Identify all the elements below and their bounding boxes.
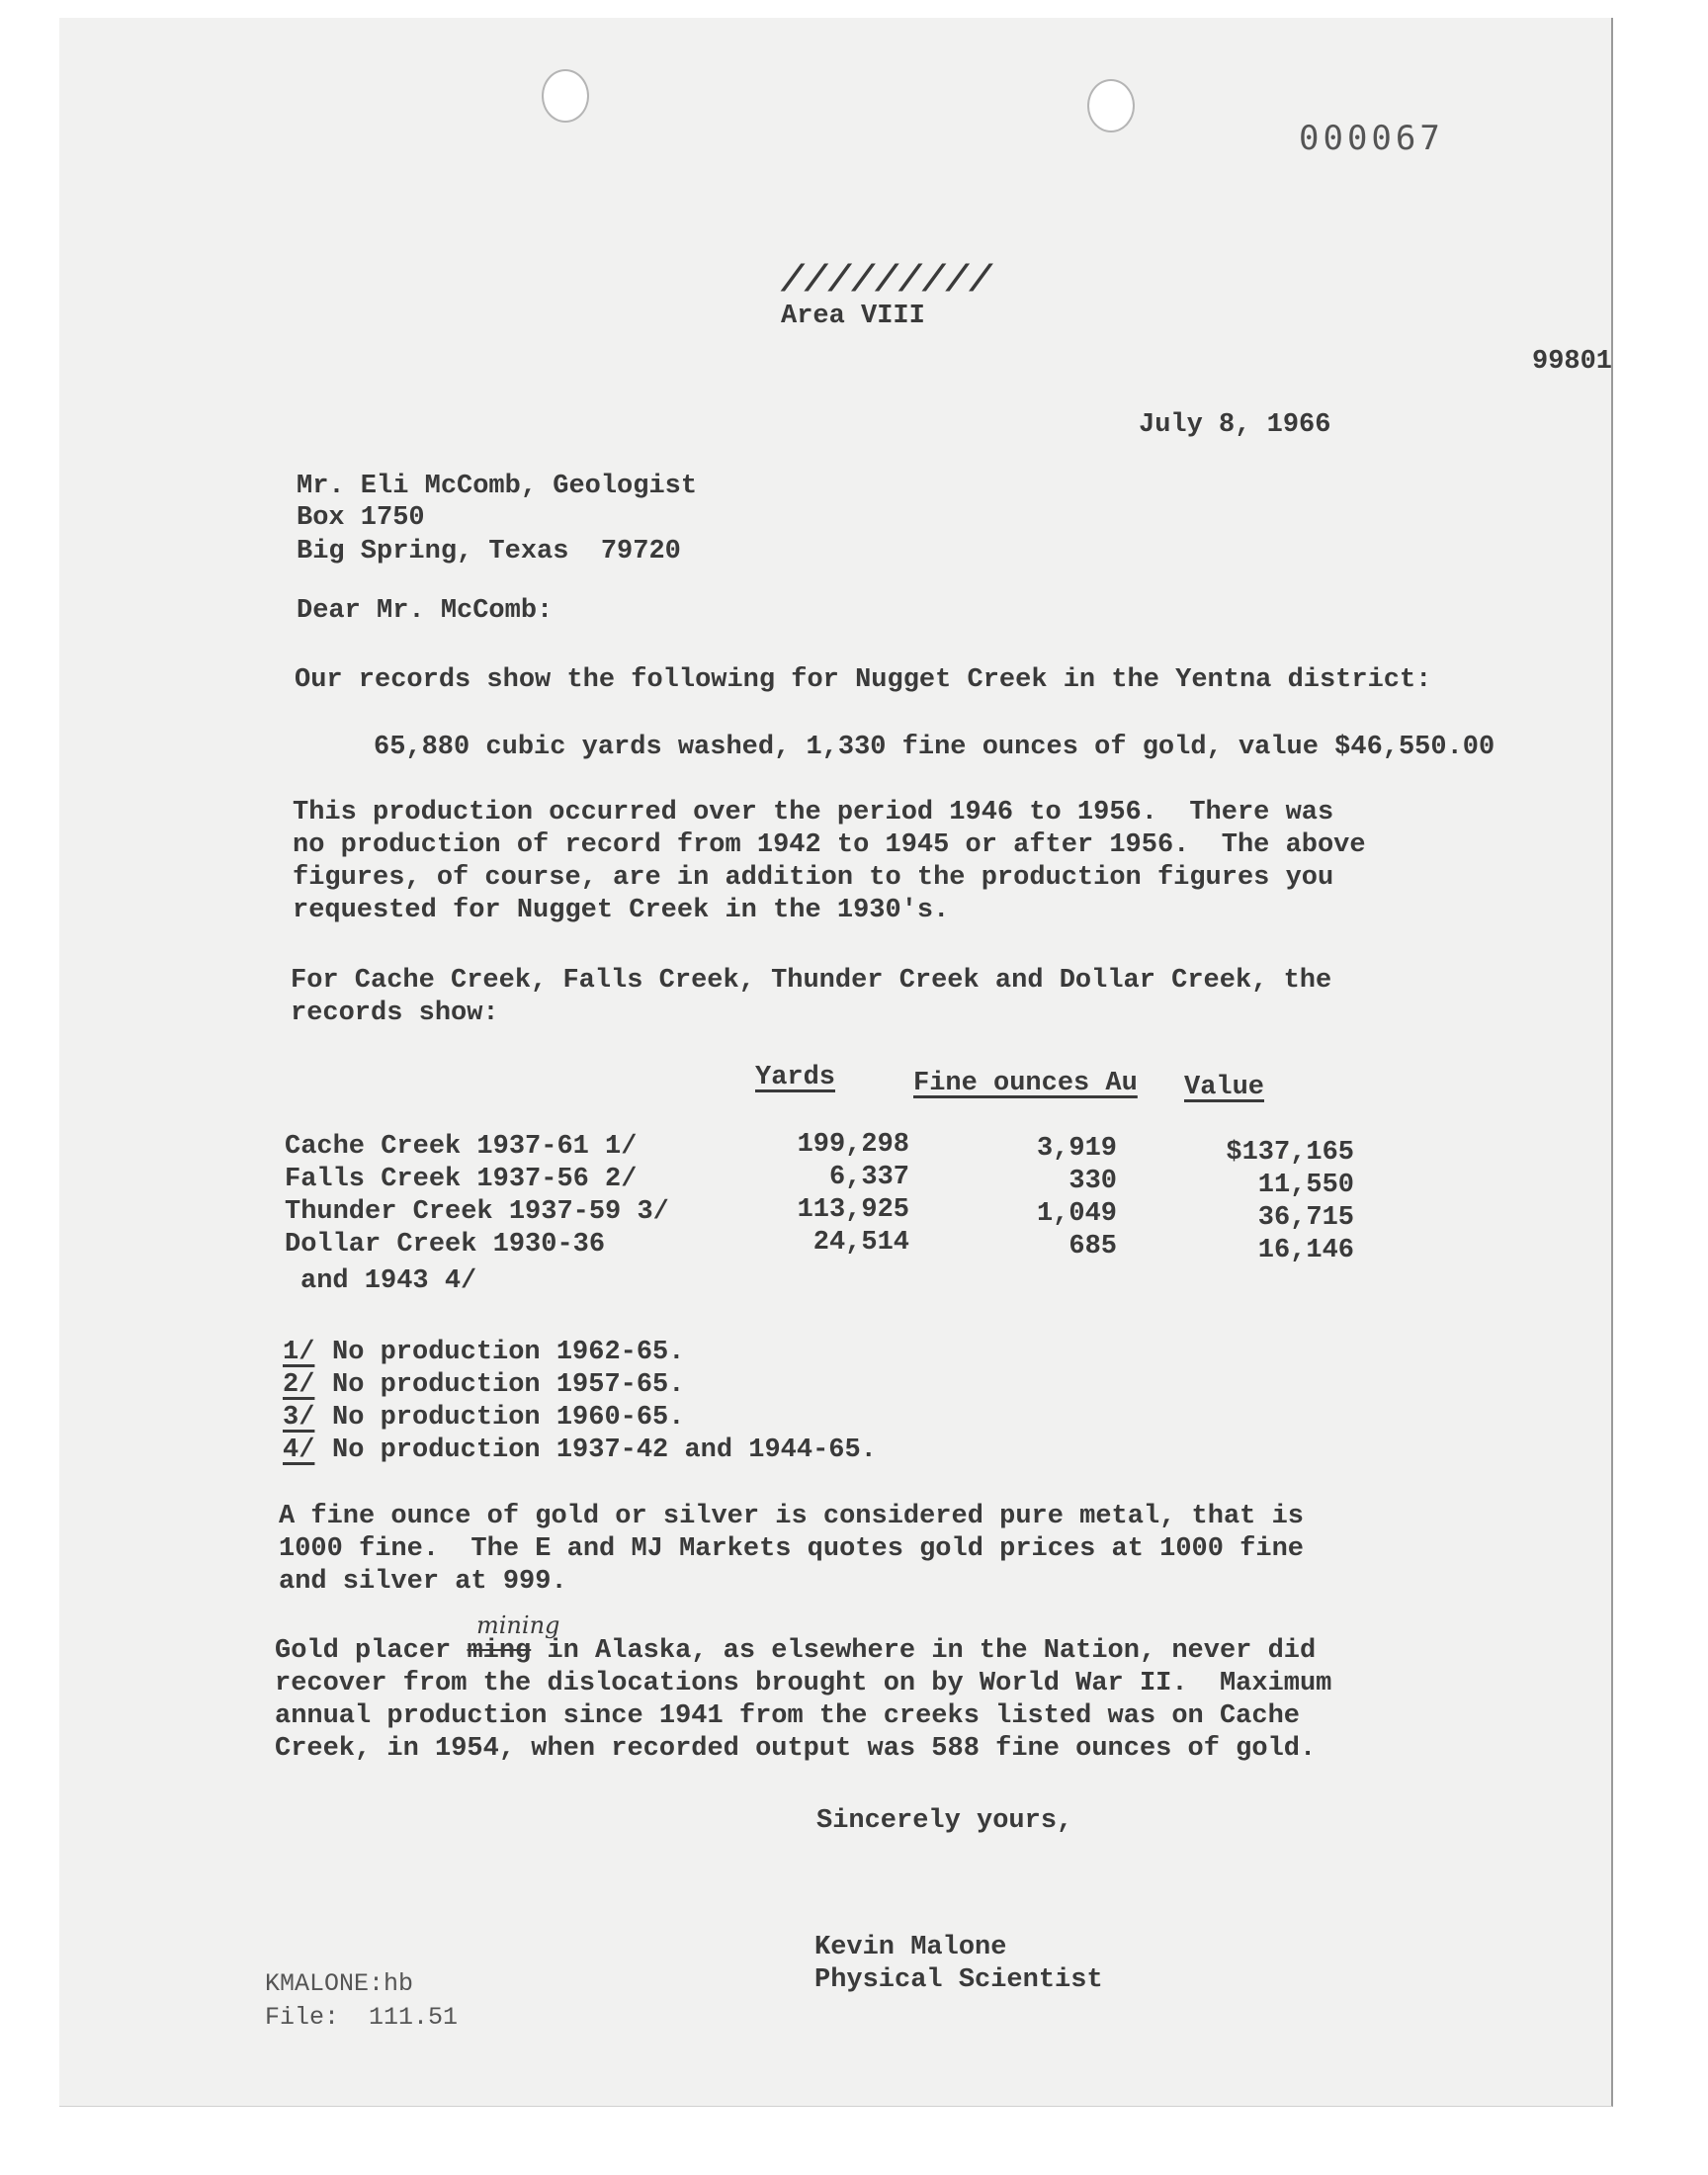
paragraph-creeks-line2: records show: bbox=[291, 999, 499, 1028]
paragraph-creeks-line1: For Cache Creek, Falls Creek, Thunder Creek and Dollar Creek, the bbox=[291, 966, 1332, 996]
footnote-text: No production 1960-65. bbox=[332, 1403, 685, 1433]
table-row-continuation: and 1943 4/ bbox=[300, 1266, 477, 1296]
table-row-name: Dollar Creek 1930-36 bbox=[285, 1230, 606, 1260]
table-row-yards: 199,298 bbox=[797, 1130, 909, 1160]
table-row-name: Cache Creek 1937-61 1/ bbox=[285, 1132, 638, 1162]
header-mark: ///////// bbox=[781, 260, 993, 303]
table-row-ounces: 3,919 bbox=[1036, 1134, 1117, 1164]
recipient-line2: Box 1750 bbox=[297, 503, 425, 533]
table-row-name: Falls Creek 1937-56 2/ bbox=[285, 1165, 638, 1194]
table-row-ounces: 685 bbox=[1068, 1232, 1117, 1262]
paragraph-period-line1: This production occurred over the period 1946 to 1956. There was bbox=[293, 798, 1334, 827]
document-number-stamp: 000067 bbox=[1299, 119, 1444, 158]
paragraph-period-line3: figures, of course, are in addition to the production figures you bbox=[293, 863, 1334, 893]
table-header-fine-ounces: Fine ounces Au bbox=[913, 1069, 1138, 1098]
paragraph-nugget-creek: Our records show the following for Nugget Creek in the Yentna district: bbox=[295, 665, 1432, 695]
struck-word: ming bbox=[467, 1636, 532, 1666]
paragraph-fine-ounce-line2: 1000 fine. The E and MJ Markets quotes gold prices at 1000 fine bbox=[279, 1534, 1304, 1564]
table-row-value: 11,550 bbox=[1257, 1171, 1354, 1200]
table-header-value: Value bbox=[1184, 1073, 1265, 1102]
punch-hole-right bbox=[1087, 79, 1135, 132]
table-header-yards: Yards bbox=[755, 1063, 836, 1092]
recipient-line3: Big Spring, Texas 79720 bbox=[297, 537, 681, 566]
closing: Sincerely yours, bbox=[816, 1806, 1073, 1836]
footnote-text: No production 1957-65. bbox=[332, 1370, 685, 1400]
paragraph-gold-placer-line4: Creek, in 1954, when recorded output was 588 fine ounces of gold. bbox=[275, 1734, 1317, 1764]
letter-date: July 8, 1966 bbox=[1139, 410, 1331, 440]
signature-name: Kevin Malone bbox=[814, 1933, 1007, 1962]
paragraph-fine-ounce-line3: and silver at 999. bbox=[279, 1567, 567, 1597]
table-row-value: $137,165 bbox=[1226, 1138, 1354, 1168]
paragraph-period-line4: requested for Nugget Creek in the 1930's. bbox=[293, 896, 950, 925]
punch-hole-left bbox=[542, 69, 589, 123]
table-row-ounces: 330 bbox=[1068, 1167, 1117, 1196]
table-row-yards: 113,925 bbox=[797, 1195, 909, 1225]
signature-title: Physical Scientist bbox=[814, 1965, 1103, 1995]
table-row-value: 36,715 bbox=[1257, 1203, 1354, 1233]
paragraph-gold-placer-line3: annual production since 1941 from the creeks listed was on Cache bbox=[275, 1701, 1300, 1731]
table-row-yards: 6,337 bbox=[828, 1163, 909, 1192]
recipient-line1: Mr. Eli McComb, Geologist bbox=[297, 472, 698, 501]
zip-note: 99801 bbox=[1532, 347, 1613, 377]
table-row-value: 16,146 bbox=[1257, 1236, 1354, 1265]
paragraph-period-line2: no production of record from 1942 to 1945 or after 1956. The above bbox=[293, 830, 1366, 860]
footnote-text: No production 1937-42 and 1944-65. bbox=[332, 1436, 877, 1465]
footnote-mark: 3/ bbox=[283, 1403, 315, 1433]
table-row-name: Thunder Creek 1937-59 3/ bbox=[285, 1197, 669, 1227]
footnote-mark: 2/ bbox=[283, 1370, 315, 1400]
table-row-yards: 24,514 bbox=[812, 1228, 909, 1258]
footnote-mark: 1/ bbox=[283, 1338, 315, 1367]
footnote-text: No production 1962-65. bbox=[332, 1338, 685, 1367]
paragraph-fine-ounce-line1: A fine ounce of gold or silver is considered pure metal, that is bbox=[279, 1502, 1304, 1531]
table-row-ounces: 1,049 bbox=[1036, 1199, 1117, 1229]
paragraph-gold-placer-line2: recover from the dislocations brought on by World War II. Maximum bbox=[275, 1669, 1332, 1698]
reference-initials: KMALONE:hb bbox=[265, 1969, 414, 1998]
letter-page bbox=[59, 18, 1613, 2107]
handwritten-insert: mining bbox=[476, 1611, 560, 1639]
paragraph-gold-placer-line1: Gold placer ming in Alaska, as elsewhere in the Nation, never did bbox=[275, 1636, 1317, 1666]
file-reference: File: 111.51 bbox=[265, 2003, 459, 2032]
area-heading: Area VIII bbox=[781, 302, 925, 331]
footnote-mark: 4/ bbox=[283, 1436, 315, 1465]
salutation: Dear Mr. McComb: bbox=[297, 596, 554, 626]
production-summary: 65,880 cubic yards washed, 1,330 fine ounces of gold, value $46,550.00 bbox=[374, 733, 1495, 762]
